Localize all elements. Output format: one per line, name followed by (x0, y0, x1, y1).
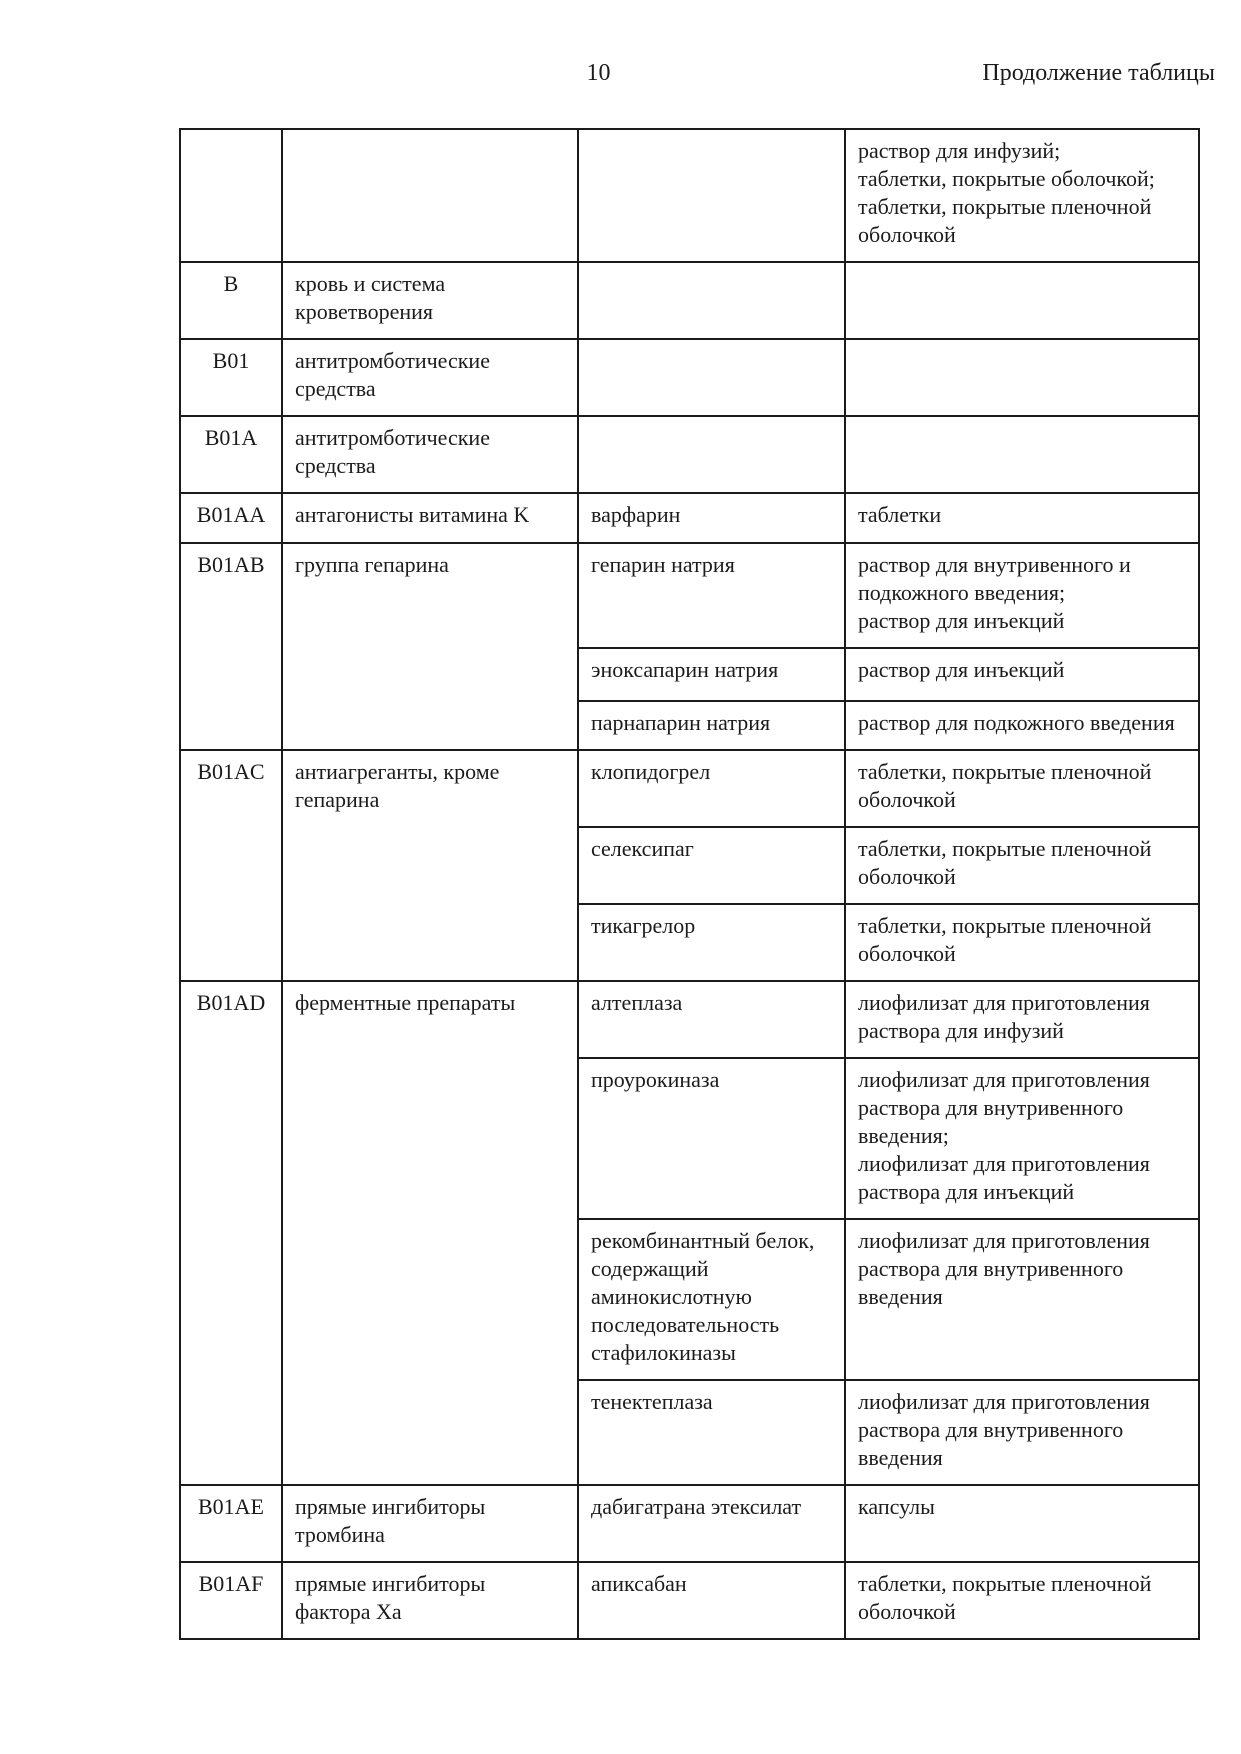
drug-cell: апиксабан (578, 1562, 845, 1639)
forms-cell (845, 339, 1199, 416)
dosage-form-line: таблетки, покрытые пленочной оболочкой (858, 194, 1152, 247)
code-cell: B01AF (180, 1562, 282, 1639)
group-cell: антитромботические средства (282, 339, 578, 416)
table-row (180, 1485, 1199, 1562)
table-row (180, 1562, 1199, 1639)
dosage-form-line: раствор для подкожного введения (858, 710, 1175, 735)
forms-cell (845, 543, 1199, 648)
drug-cell: алтеплаза (578, 981, 845, 1058)
code-cell: B01AD (180, 981, 282, 1485)
drug-cell: тикагрелор (578, 904, 845, 981)
dosage-form-line: таблетки, покрытые пленочной оболочкой (858, 836, 1152, 889)
code-cell: B01AC (180, 750, 282, 981)
group-cell: кровь и система кроветворения (282, 262, 578, 339)
code-cell: B01A (180, 416, 282, 493)
group-cell: группа гепарина (282, 543, 578, 750)
group-cell: прямые ингибиторы фактора Xa (282, 1562, 578, 1639)
drug-cell: гепарин натрия (578, 543, 845, 648)
group-cell: ферментные препараты (282, 981, 578, 1485)
forms-cell (845, 1380, 1199, 1485)
dosage-form-line: лиофилизат для приготовления раствора для инъекций (858, 1151, 1150, 1204)
code-cell: B01AB (180, 543, 282, 750)
drug-cell (578, 129, 845, 262)
code-cell: B01AE (180, 1485, 282, 1562)
drug-cell (578, 339, 845, 416)
drug-cell: эноксапарин натрия (578, 648, 845, 701)
forms-cell (845, 981, 1199, 1058)
dosage-form-line: раствор для инфузий; (858, 138, 1061, 163)
forms-cell (845, 416, 1199, 493)
forms-cell (845, 262, 1199, 339)
forms-cell (845, 701, 1199, 750)
drug-cell: тенектеплаза (578, 1380, 845, 1485)
forms-cell (845, 1562, 1199, 1639)
forms-cell (845, 648, 1199, 701)
page-number: 10 (586, 60, 611, 86)
dosage-form-line: таблетки, покрытые пленочной оболочкой (858, 1571, 1152, 1624)
dosage-form-line: лиофилизат для приготовления раствора для внутривенного введения (858, 1228, 1150, 1309)
table-row (180, 416, 1199, 493)
dosage-form-line: таблетки, покрытые пленочной оболочкой (858, 759, 1152, 812)
forms-cell (845, 1485, 1199, 1562)
table-row (180, 129, 1199, 262)
drug-cell: клопидогрел (578, 750, 845, 827)
dosage-form-line: таблетки, покрытые пленочной оболочкой (858, 913, 1152, 966)
forms-cell (845, 904, 1199, 981)
dosage-form-line: капсулы (858, 1494, 935, 1519)
group-cell: антитромботические средства (282, 416, 578, 493)
code-cell: B (180, 262, 282, 339)
dosage-form-line: лиофилизат для приготовления раствора для инфузий (858, 990, 1150, 1043)
forms-cell (845, 827, 1199, 904)
table-row (180, 981, 1199, 1058)
group-cell: антагонисты витамина K (282, 493, 578, 543)
dosage-form-line: таблетки (858, 502, 942, 527)
page-header (0, 58, 1241, 92)
drug-cell: варфарин (578, 493, 845, 543)
drug-cell: дабигатрана этексилат (578, 1485, 845, 1562)
forms-cell (845, 129, 1199, 262)
table-row (180, 493, 1199, 543)
drug-cell: селексипаг (578, 827, 845, 904)
group-cell: антиагреганты, кроме гепарина (282, 750, 578, 981)
drug-cell: рекомбинантный белок, содержащий аминокислотную последовательность стафилокиназы (578, 1219, 845, 1380)
code-cell: B01AA (180, 493, 282, 543)
code-cell: B01 (180, 339, 282, 416)
dosage-form-line: лиофилизат для приготовления раствора для внутривенного введения; (858, 1067, 1150, 1148)
table-continuation-label: Продолжение таблицы (982, 60, 1215, 86)
table-row (180, 262, 1199, 339)
dosage-form-line: раствор для инъекций (858, 608, 1065, 633)
forms-cell (845, 493, 1199, 543)
table-row (180, 750, 1199, 827)
drug-cell (578, 262, 845, 339)
group-cell (282, 129, 578, 262)
dosage-form-line: лиофилизат для приготовления раствора для внутривенного введения (858, 1389, 1150, 1470)
forms-cell (845, 750, 1199, 827)
forms-cell (845, 1058, 1199, 1219)
group-cell: прямые ингибиторы тромбина (282, 1485, 578, 1562)
dosage-form-line: раствор для инъекций (858, 657, 1065, 682)
code-cell (180, 129, 282, 262)
dosage-form-line: таблетки, покрытые оболочкой; (858, 166, 1155, 191)
dosage-form-line: раствор для внутривенного и подкожного введения; (858, 552, 1131, 605)
table-row (180, 339, 1199, 416)
table-row (180, 543, 1199, 648)
drug-cell: проурокиназа (578, 1058, 845, 1219)
forms-cell (845, 1219, 1199, 1380)
drug-cell: парнапарин натрия (578, 701, 845, 750)
atc-drug-table (179, 128, 1200, 1640)
drug-cell (578, 416, 845, 493)
